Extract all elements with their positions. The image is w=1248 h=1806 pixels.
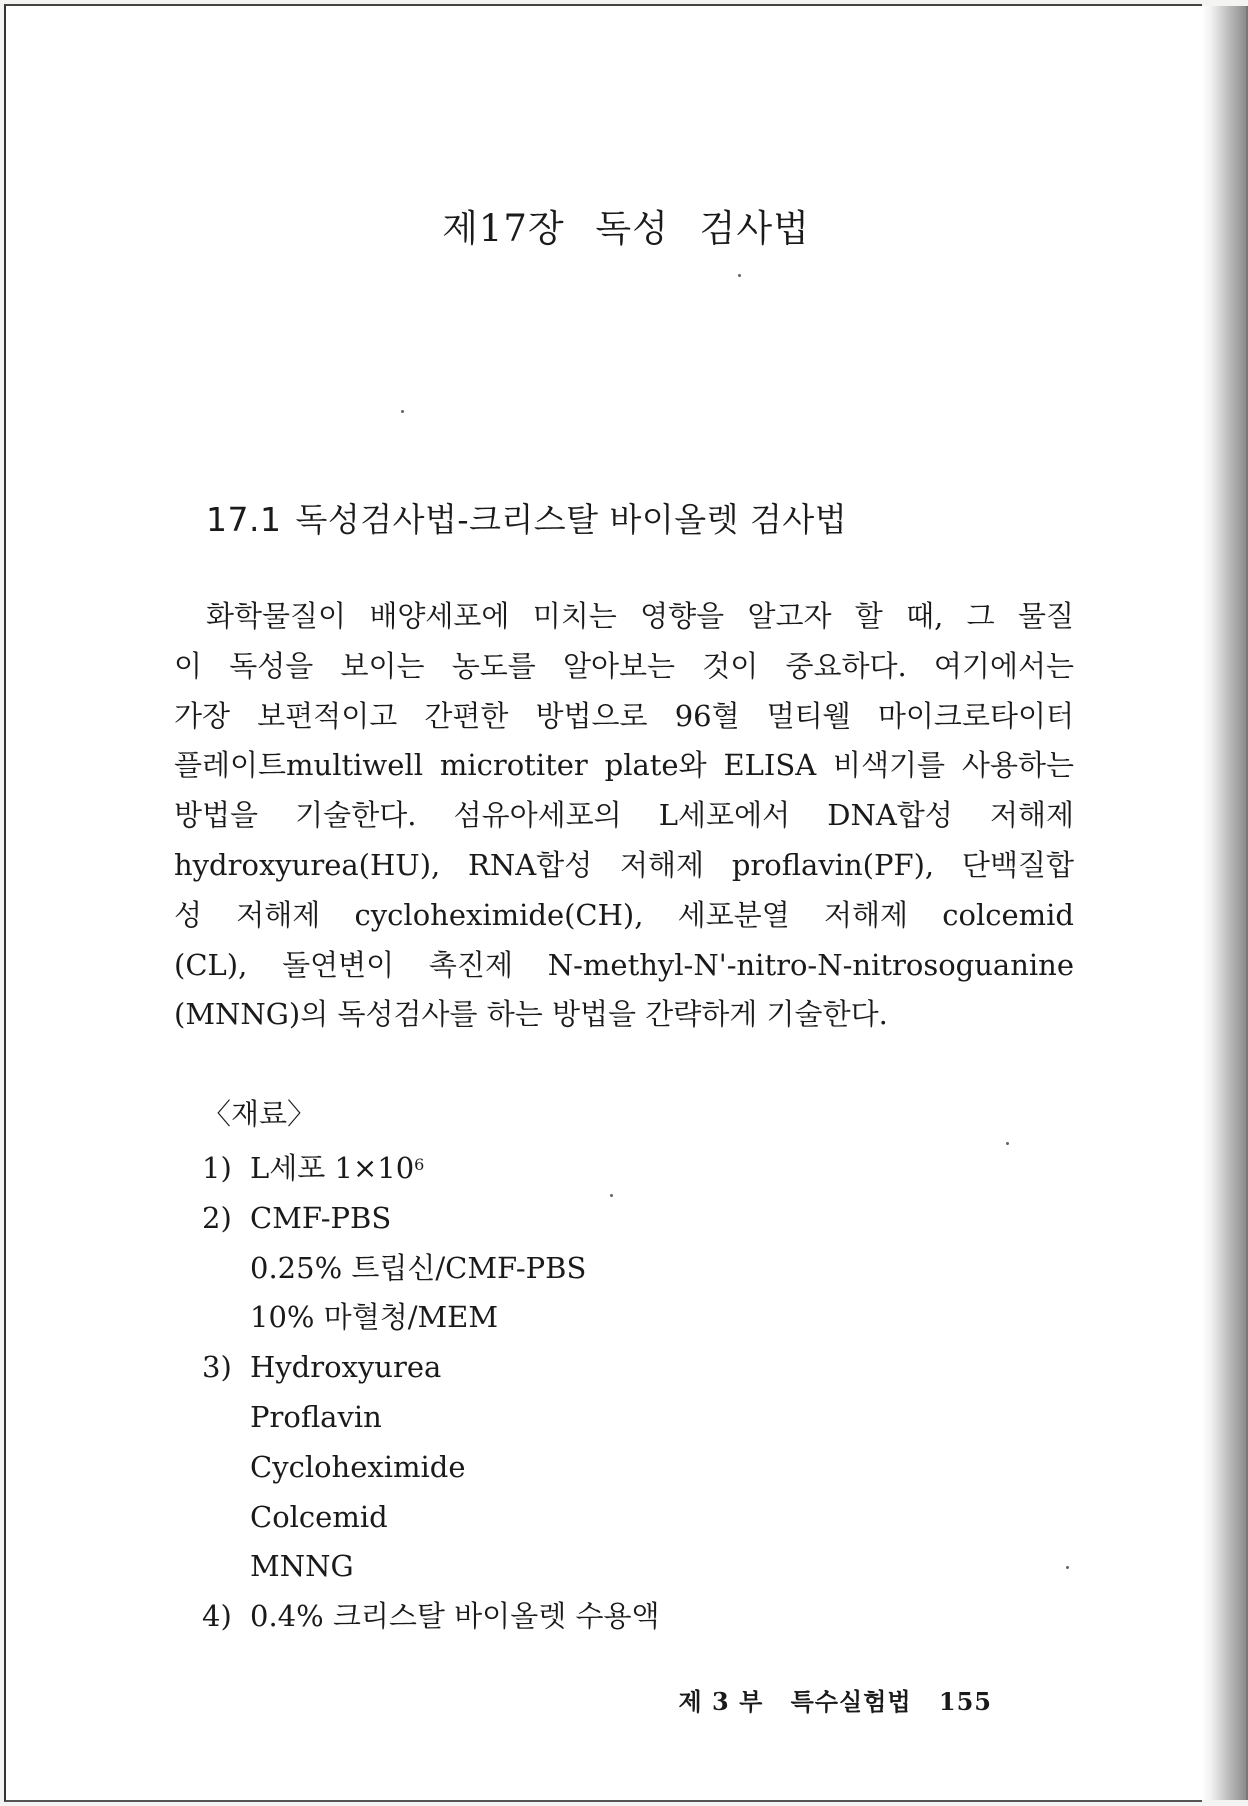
list-item (202, 1592, 660, 1642)
item-number: 3) (202, 1350, 232, 1385)
sub-item: 10% 마혈청/MEM (250, 1300, 499, 1335)
body-line: (MNNG)의 독성검사를 하는 방법을 간략하게 기술한다. (174, 997, 888, 1032)
item-number: 1) (202, 1151, 232, 1185)
item-text (250, 1144, 424, 1194)
item-number: 4) (202, 1599, 232, 1634)
materials-heading: 〈재료〉 (202, 1097, 317, 1131)
section-heading (206, 494, 847, 541)
sub-item: Proflavin (250, 1399, 382, 1434)
body-line: 가장 보편적이고 간편한 방법으로 96혈 멀티웰 마이크로타이터 (174, 698, 1074, 733)
item-label: L세포 1×10 (250, 1151, 415, 1185)
footer-part: 제 3 부 (678, 1687, 764, 1716)
chapter-title: 제17장 독성 검사법 (442, 207, 810, 250)
item-label: CMF-PBS (250, 1200, 392, 1235)
body-line: 화학물질이 배양세포에 미치는 영향을 알고자 할 때, 그 물질 (206, 599, 1074, 633)
speck (1006, 1142, 1009, 1145)
document-page (4, 4, 1202, 1802)
body-line: (CL), 돌연변이 촉진제 N-methyl-N'-nitro-N-nitrosoguanine (174, 947, 1074, 982)
materials-list (202, 1144, 660, 1642)
page-number: 155 (938, 1687, 992, 1716)
body-line: 플레이트multiwell microtiter plate와 ELISA 비색기를 사용하는 (174, 748, 1074, 783)
item-number: 2) (202, 1200, 232, 1235)
body-line: 이 독성을 보이는 농도를 알아보는 것이 중요하다. 여기에서는 (174, 648, 1074, 683)
speck (401, 410, 404, 413)
list-item (202, 1144, 660, 1194)
item-label: 0.4% 크리스탈 바이올렛 수용액 (250, 1599, 660, 1634)
list-item (202, 1343, 660, 1393)
speck (738, 274, 741, 277)
body-line: hydroxyurea(HU), RNA합성 저해제 proflavin(PF), 단백질합 (174, 847, 1074, 882)
section-number: 17.1 (206, 500, 282, 539)
body-line: 성 저해제 cycloheximide(CH), 세포분열 저해제 colcemid (174, 897, 1074, 932)
sub-item: Colcemid (250, 1499, 388, 1534)
item-label: Hydroxyurea (250, 1350, 442, 1385)
sub-item: Cycloheximide (250, 1449, 466, 1484)
superscript: 6 (414, 1155, 425, 1174)
body-paragraph (174, 592, 1074, 1040)
page-footer (660, 1682, 992, 1717)
speck (610, 1194, 613, 1197)
sub-item: 0.25% 트립신/CMF-PBS (250, 1250, 587, 1285)
footer-part-title: 특수실험법 (790, 1687, 912, 1716)
section-title: 독성검사법-크리스탈 바이올렛 검사법 (295, 500, 848, 539)
body-line: 방법을 기술한다. 섬유아세포의 L세포에서 DNA합성 저해제 (174, 798, 1074, 833)
page-edge-shadow (1202, 6, 1248, 1800)
list-item (202, 1194, 660, 1244)
speck (1066, 1566, 1069, 1569)
sub-item: MNNG (250, 1549, 354, 1584)
